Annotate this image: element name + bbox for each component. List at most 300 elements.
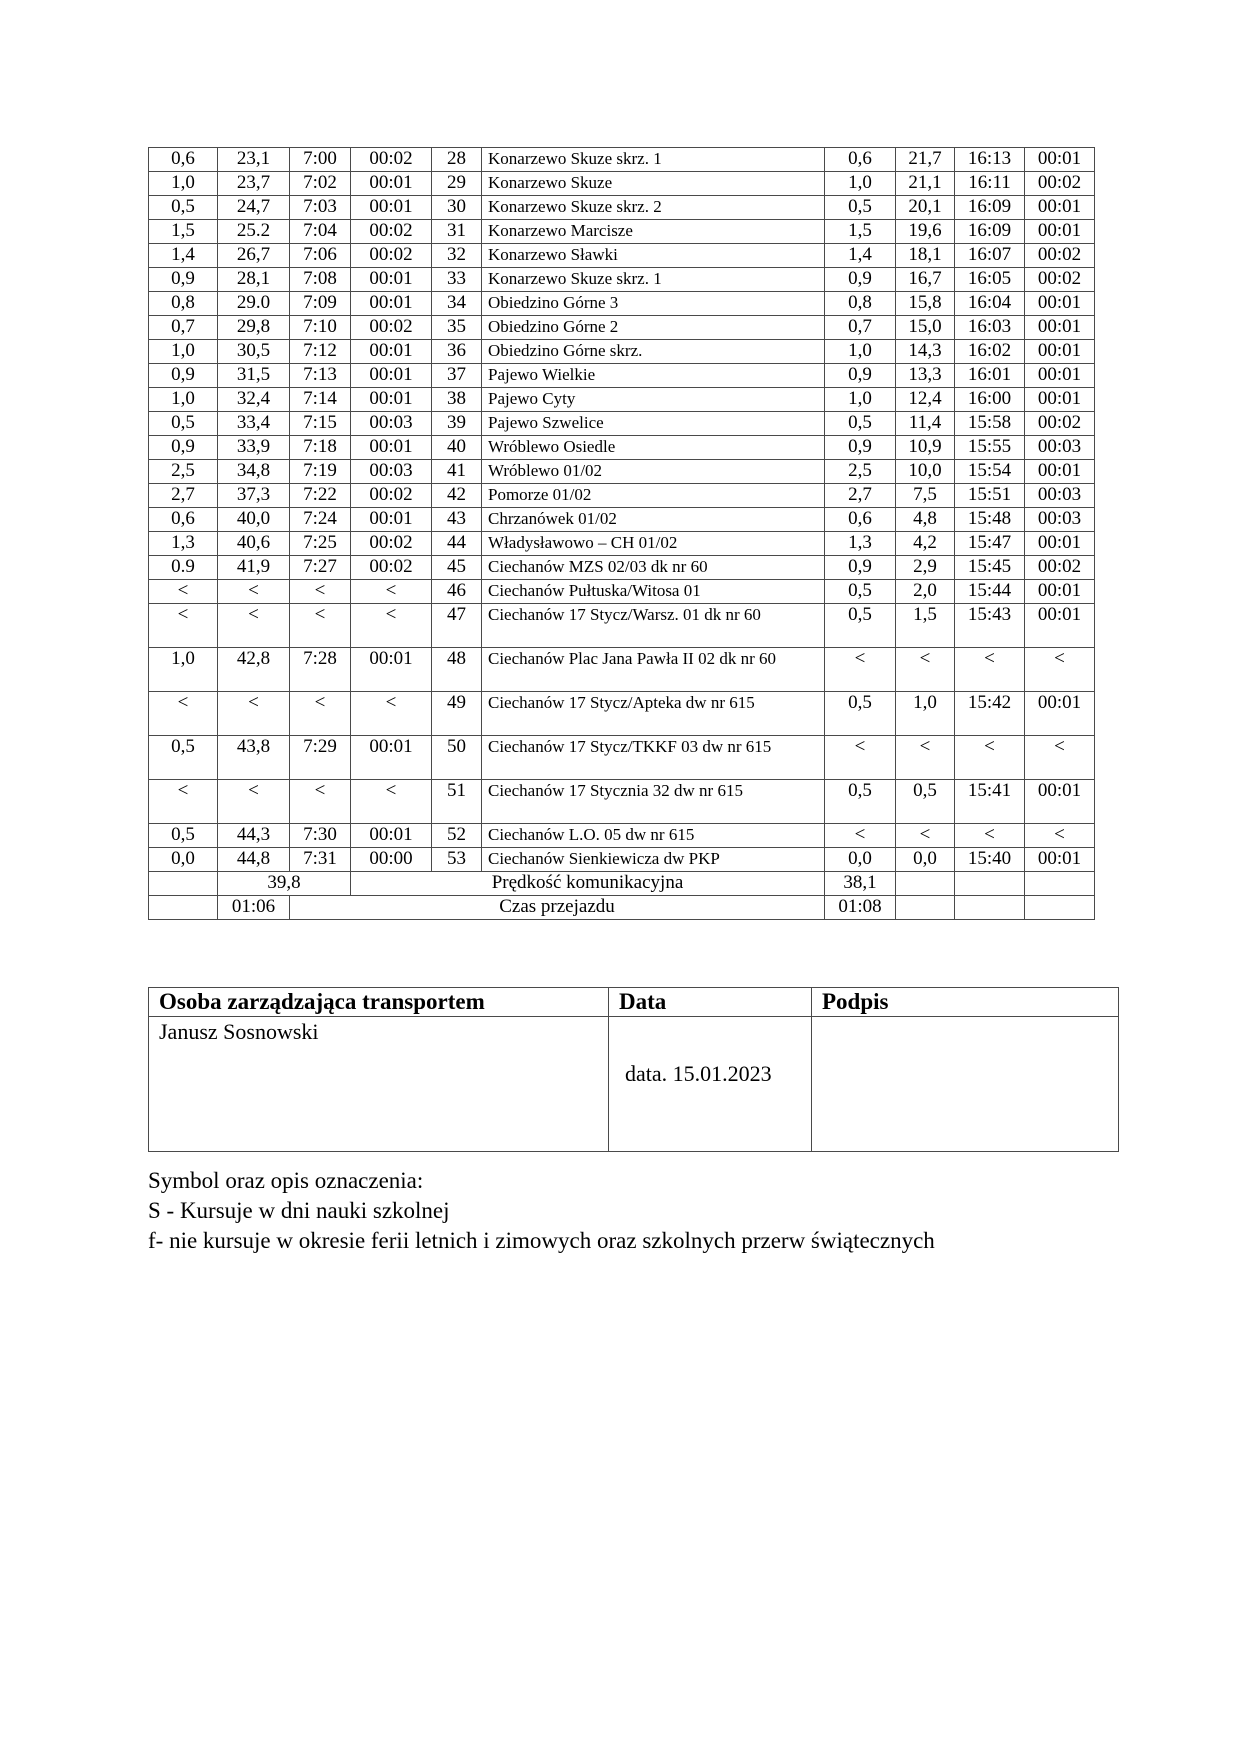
outbound-cumulative-cell: 23,7 (218, 172, 290, 196)
outbound-distance-cell: 0,6 (149, 148, 218, 172)
outbound-cumulative-cell: 43,8 (218, 736, 290, 780)
outbound-cumulative-cell: < (218, 692, 290, 736)
return-time-cell: 16:01 (955, 364, 1025, 388)
table-row (149, 244, 1095, 268)
return-stop-duration-cell: 00:01 (1025, 340, 1095, 364)
outbound-time-cell: < (290, 604, 351, 648)
outbound-time-cell: 7:03 (290, 196, 351, 220)
outbound-cumulative-cell: < (218, 780, 290, 824)
outbound-stop-duration-cell: < (351, 580, 432, 604)
outbound-time-cell: 7:19 (290, 460, 351, 484)
return-cumulative-cell: < (896, 648, 955, 692)
stop-number-cell: 35 (432, 316, 482, 340)
return-distance-cell: 1,4 (825, 244, 896, 268)
return-cumulative-cell: 16,7 (896, 268, 955, 292)
outbound-cumulative-cell: 37,3 (218, 484, 290, 508)
outbound-distance-cell: 2,5 (149, 460, 218, 484)
stop-number-cell: 50 (432, 736, 482, 780)
stop-number-cell: 31 (432, 220, 482, 244)
outbound-time-cell: 7:13 (290, 364, 351, 388)
return-time-cell: 15:55 (955, 436, 1025, 460)
outbound-stop-duration-cell: 00:03 (351, 460, 432, 484)
stop-number-cell: 39 (432, 412, 482, 436)
outbound-cumulative-cell: 25.2 (218, 220, 290, 244)
return-stop-duration-cell: 00:01 (1025, 692, 1095, 736)
return-stop-duration-cell: 00:02 (1025, 412, 1095, 436)
return-stop-duration-cell: 00:03 (1025, 508, 1095, 532)
return-time-cell: < (955, 736, 1025, 780)
outbound-distance-cell: 0,5 (149, 824, 218, 848)
return-stop-duration-cell: 00:01 (1025, 292, 1095, 316)
summary-speed-label: Prędkość komunikacyjna (351, 872, 825, 896)
outbound-stop-duration-cell: 00:01 (351, 172, 432, 196)
table-row (149, 580, 1095, 604)
summary-empty-cell (149, 896, 218, 920)
stop-name-cell: Konarzewo Skuze skrz. 2 (482, 196, 825, 220)
stop-number-cell: 48 (432, 648, 482, 692)
table-row (149, 736, 1095, 780)
return-stop-duration-cell: < (1025, 736, 1095, 780)
table-row (149, 364, 1095, 388)
table-row (149, 268, 1095, 292)
return-cumulative-cell: 20,1 (896, 196, 955, 220)
outbound-stop-duration-cell: 00:01 (351, 364, 432, 388)
outbound-cumulative-cell: 44,8 (218, 848, 290, 872)
return-cumulative-cell: 19,6 (896, 220, 955, 244)
summary-empty-cell (896, 896, 955, 920)
return-time-cell: 15:45 (955, 556, 1025, 580)
stop-name-cell: Ciechanów 17 Stycznia 32 dw nr 615 (482, 780, 825, 824)
return-distance-cell: 1,3 (825, 532, 896, 556)
signature-row (149, 1017, 1119, 1152)
return-cumulative-cell: 4,8 (896, 508, 955, 532)
return-cumulative-cell: 0,5 (896, 780, 955, 824)
outbound-distance-cell: 1,0 (149, 388, 218, 412)
manager-name: Janusz Sosnowski (149, 1017, 609, 1152)
stop-name-cell: Obiedzino Górne 2 (482, 316, 825, 340)
outbound-stop-duration-cell: 00:02 (351, 148, 432, 172)
return-cumulative-cell: 21,7 (896, 148, 955, 172)
summary-empty-cell (149, 872, 218, 896)
date-column-header: Data (609, 988, 812, 1017)
outbound-cumulative-cell: 40,6 (218, 532, 290, 556)
return-distance-cell: 1,0 (825, 172, 896, 196)
table-row (149, 848, 1095, 872)
summary-empty-cell (1025, 896, 1095, 920)
stop-number-cell: 46 (432, 580, 482, 604)
return-time-cell: 15:43 (955, 604, 1025, 648)
stop-name-cell: Ciechanów 17 Stycz/Warsz. 01 dk nr 60 (482, 604, 825, 648)
stop-name-cell: Pomorze 01/02 (482, 484, 825, 508)
table-row (149, 148, 1095, 172)
return-distance-cell: 0,9 (825, 268, 896, 292)
outbound-stop-duration-cell: 00:02 (351, 244, 432, 268)
legend-item: S - Kursuje w dni nauki szkolnej (148, 1198, 450, 1223)
outbound-distance-cell: 0,5 (149, 196, 218, 220)
return-time-cell: 15:44 (955, 580, 1025, 604)
summary-empty-cell (896, 872, 955, 896)
return-cumulative-cell: 14,3 (896, 340, 955, 364)
outbound-stop-duration-cell: < (351, 692, 432, 736)
outbound-cumulative-cell: 26,7 (218, 244, 290, 268)
return-stop-duration-cell: < (1025, 648, 1095, 692)
return-distance-cell: 1,0 (825, 388, 896, 412)
return-time-cell: 16:09 (955, 220, 1025, 244)
outbound-cumulative-cell: 41,9 (218, 556, 290, 580)
return-stop-duration-cell: 00:01 (1025, 196, 1095, 220)
outbound-cumulative-cell: 33,4 (218, 412, 290, 436)
outbound-stop-duration-cell: 00:01 (351, 388, 432, 412)
return-time-cell: 16:11 (955, 172, 1025, 196)
timetable-summary (149, 872, 1095, 920)
stop-number-cell: 47 (432, 604, 482, 648)
return-time-cell: 16:02 (955, 340, 1025, 364)
timetable-table (148, 147, 1095, 920)
return-time-cell: 16:05 (955, 268, 1025, 292)
stop-name-cell: Ciechanów MZS 02/03 dk nr 60 (482, 556, 825, 580)
outbound-stop-duration-cell: 00:02 (351, 316, 432, 340)
return-stop-duration-cell: 00:01 (1025, 780, 1095, 824)
return-time-cell: 15:58 (955, 412, 1025, 436)
return-distance-cell: 0,5 (825, 412, 896, 436)
outbound-cumulative-cell: 32,4 (218, 388, 290, 412)
summary-time-label: Czas przejazdu (290, 896, 825, 920)
manager-column-header: Osoba zarządzająca transportem (149, 988, 609, 1017)
stop-name-cell: Konarzewo Skuze (482, 172, 825, 196)
return-distance-cell: 0,5 (825, 604, 896, 648)
table-row (149, 532, 1095, 556)
outbound-time-cell: 7:24 (290, 508, 351, 532)
outbound-distance-cell: 0,5 (149, 736, 218, 780)
return-distance-cell: 0,6 (825, 148, 896, 172)
table-row (149, 388, 1095, 412)
return-distance-cell: 0,6 (825, 508, 896, 532)
stop-name-cell: Pajewo Szwelice (482, 412, 825, 436)
table-row (149, 340, 1095, 364)
return-distance-cell: 0,0 (825, 848, 896, 872)
outbound-distance-cell: 0,5 (149, 412, 218, 436)
return-time-cell: 15:40 (955, 848, 1025, 872)
table-row (149, 780, 1095, 824)
outbound-time-cell: 7:18 (290, 436, 351, 460)
legend-title: Symbol oraz opis oznaczenia: (148, 1168, 424, 1193)
outbound-cumulative-cell: < (218, 580, 290, 604)
legend-item: f- nie kursuje w okresie ferii letnich i zimowych oraz szkolnych przerw świątecznych (148, 1228, 935, 1253)
outbound-distance-cell: 0,8 (149, 292, 218, 316)
stop-number-cell: 28 (432, 148, 482, 172)
outbound-time-cell: 7:25 (290, 532, 351, 556)
outbound-time-cell: < (290, 780, 351, 824)
outbound-time-cell: 7:04 (290, 220, 351, 244)
return-cumulative-cell: 2,0 (896, 580, 955, 604)
outbound-time-cell: 7:12 (290, 340, 351, 364)
return-time-cell: 15:48 (955, 508, 1025, 532)
outbound-time-cell: 7:22 (290, 484, 351, 508)
stop-name-cell: Konarzewo Skuze skrz. 1 (482, 148, 825, 172)
outbound-time-cell: 7:08 (290, 268, 351, 292)
outbound-stop-duration-cell: 00:01 (351, 268, 432, 292)
return-stop-duration-cell: 00:01 (1025, 580, 1095, 604)
stop-name-cell: Ciechanów 17 Stycz/Apteka dw nr 615 (482, 692, 825, 736)
outbound-distance-cell: 1,5 (149, 220, 218, 244)
stop-number-cell: 36 (432, 340, 482, 364)
return-stop-duration-cell: 00:01 (1025, 220, 1095, 244)
stop-name-cell: Konarzewo Sławki (482, 244, 825, 268)
return-distance-cell: 0,9 (825, 364, 896, 388)
return-distance-cell: 0,5 (825, 692, 896, 736)
return-cumulative-cell: 10,0 (896, 460, 955, 484)
summary-speed-outbound: 39,8 (218, 872, 351, 896)
outbound-distance-cell: < (149, 780, 218, 824)
timetable-body (149, 148, 1095, 872)
outbound-cumulative-cell: < (218, 604, 290, 648)
outbound-distance-cell: 0,9 (149, 364, 218, 388)
return-distance-cell: 0,5 (825, 196, 896, 220)
return-stop-duration-cell: 00:03 (1025, 484, 1095, 508)
summary-empty-cell (1025, 872, 1095, 896)
outbound-distance-cell: 0,9 (149, 436, 218, 460)
return-distance-cell: 2,5 (825, 460, 896, 484)
table-row (149, 220, 1095, 244)
outbound-cumulative-cell: 44,3 (218, 824, 290, 848)
stop-name-cell: Konarzewo Skuze skrz. 1 (482, 268, 825, 292)
stop-number-cell: 32 (432, 244, 482, 268)
return-cumulative-cell: 21,1 (896, 172, 955, 196)
outbound-stop-duration-cell: 00:00 (351, 848, 432, 872)
outbound-time-cell: 7:15 (290, 412, 351, 436)
return-time-cell: 16:13 (955, 148, 1025, 172)
summary-empty-cell (955, 872, 1025, 896)
return-time-cell: 15:47 (955, 532, 1025, 556)
return-time-cell: < (955, 648, 1025, 692)
outbound-time-cell: 7:10 (290, 316, 351, 340)
table-row (149, 648, 1095, 692)
return-stop-duration-cell: 00:03 (1025, 436, 1095, 460)
outbound-time-cell: 7:14 (290, 388, 351, 412)
return-stop-duration-cell: 00:01 (1025, 148, 1095, 172)
signature-date: data. 15.01.2023 (609, 1017, 812, 1152)
summary-row-time (149, 896, 1095, 920)
table-row (149, 196, 1095, 220)
return-stop-duration-cell: 00:01 (1025, 848, 1095, 872)
outbound-stop-duration-cell: 00:01 (351, 508, 432, 532)
outbound-stop-duration-cell: 00:01 (351, 340, 432, 364)
return-stop-duration-cell: 00:02 (1025, 244, 1095, 268)
outbound-distance-cell: < (149, 692, 218, 736)
return-stop-duration-cell: 00:02 (1025, 172, 1095, 196)
stop-number-cell: 34 (432, 292, 482, 316)
outbound-distance-cell: 2,7 (149, 484, 218, 508)
stop-number-cell: 29 (432, 172, 482, 196)
outbound-cumulative-cell: 29,8 (218, 316, 290, 340)
table-row (149, 316, 1095, 340)
return-cumulative-cell: 12,4 (896, 388, 955, 412)
table-row (149, 556, 1095, 580)
signature-header-row (149, 988, 1119, 1017)
return-stop-duration-cell: 00:01 (1025, 388, 1095, 412)
return-stop-duration-cell: 00:01 (1025, 316, 1095, 340)
outbound-distance-cell: 0.9 (149, 556, 218, 580)
stop-name-cell: Ciechanów Plac Jana Pawła II 02 dk nr 60 (482, 648, 825, 692)
outbound-cumulative-cell: 28,1 (218, 268, 290, 292)
return-cumulative-cell: 15,8 (896, 292, 955, 316)
table-row (149, 824, 1095, 848)
stop-name-cell: Wróblewo Osiedle (482, 436, 825, 460)
table-row (149, 604, 1095, 648)
outbound-stop-duration-cell: 00:03 (351, 412, 432, 436)
stop-name-cell: Pajewo Wielkie (482, 364, 825, 388)
summary-row-speed (149, 872, 1095, 896)
outbound-cumulative-cell: 33,9 (218, 436, 290, 460)
outbound-time-cell: 7:09 (290, 292, 351, 316)
return-time-cell: 16:03 (955, 316, 1025, 340)
outbound-time-cell: 7:28 (290, 648, 351, 692)
outbound-distance-cell: < (149, 580, 218, 604)
return-time-cell: < (955, 824, 1025, 848)
return-time-cell: 15:54 (955, 460, 1025, 484)
return-distance-cell: < (825, 824, 896, 848)
outbound-stop-duration-cell: 00:01 (351, 824, 432, 848)
return-distance-cell: 0,9 (825, 436, 896, 460)
stop-number-cell: 40 (432, 436, 482, 460)
signature-column-header: Podpis (812, 988, 1119, 1017)
legend (148, 1166, 935, 1256)
return-stop-duration-cell: 00:02 (1025, 556, 1095, 580)
return-time-cell: 16:09 (955, 196, 1025, 220)
outbound-cumulative-cell: 23,1 (218, 148, 290, 172)
return-cumulative-cell: 7,5 (896, 484, 955, 508)
stop-number-cell: 52 (432, 824, 482, 848)
table-row (149, 460, 1095, 484)
return-distance-cell: 0,5 (825, 580, 896, 604)
table-row (149, 292, 1095, 316)
stop-name-cell: Chrzanówek 01/02 (482, 508, 825, 532)
summary-speed-return: 38,1 (825, 872, 896, 896)
stop-number-cell: 38 (432, 388, 482, 412)
table-row (149, 172, 1095, 196)
outbound-distance-cell: 1,0 (149, 172, 218, 196)
outbound-cumulative-cell: 40,0 (218, 508, 290, 532)
outbound-cumulative-cell: 42,8 (218, 648, 290, 692)
outbound-time-cell: 7:06 (290, 244, 351, 268)
return-distance-cell: 1,5 (825, 220, 896, 244)
outbound-stop-duration-cell: 00:01 (351, 436, 432, 460)
return-time-cell: 16:04 (955, 292, 1025, 316)
signature-field (812, 1017, 1119, 1152)
stop-name-cell: Ciechanów L.O. 05 dw nr 615 (482, 824, 825, 848)
outbound-cumulative-cell: 29.0 (218, 292, 290, 316)
return-distance-cell: 0,8 (825, 292, 896, 316)
summary-time-return: 01:08 (825, 896, 896, 920)
stop-number-cell: 43 (432, 508, 482, 532)
outbound-distance-cell: 1,0 (149, 648, 218, 692)
return-distance-cell: 0,9 (825, 556, 896, 580)
outbound-distance-cell: 1,0 (149, 340, 218, 364)
outbound-stop-duration-cell: 00:02 (351, 532, 432, 556)
outbound-stop-duration-cell: 00:02 (351, 484, 432, 508)
return-cumulative-cell: 1,0 (896, 692, 955, 736)
return-time-cell: 15:41 (955, 780, 1025, 824)
outbound-stop-duration-cell: 00:01 (351, 648, 432, 692)
outbound-stop-duration-cell: < (351, 780, 432, 824)
outbound-distance-cell: < (149, 604, 218, 648)
stop-name-cell: Obiedzino Górne 3 (482, 292, 825, 316)
return-time-cell: 16:07 (955, 244, 1025, 268)
return-distance-cell: < (825, 648, 896, 692)
return-cumulative-cell: 11,4 (896, 412, 955, 436)
return-stop-duration-cell: 00:01 (1025, 604, 1095, 648)
table-row (149, 508, 1095, 532)
outbound-time-cell: < (290, 692, 351, 736)
stop-number-cell: 53 (432, 848, 482, 872)
outbound-time-cell: 7:27 (290, 556, 351, 580)
return-distance-cell: 1,0 (825, 340, 896, 364)
outbound-stop-duration-cell: 00:01 (351, 292, 432, 316)
return-stop-duration-cell: 00:02 (1025, 268, 1095, 292)
outbound-distance-cell: 0,0 (149, 848, 218, 872)
return-cumulative-cell: 15,0 (896, 316, 955, 340)
return-time-cell: 15:42 (955, 692, 1025, 736)
return-distance-cell: 2,7 (825, 484, 896, 508)
outbound-cumulative-cell: 34,8 (218, 460, 290, 484)
outbound-stop-duration-cell: 00:02 (351, 220, 432, 244)
stop-number-cell: 37 (432, 364, 482, 388)
return-cumulative-cell: 10,9 (896, 436, 955, 460)
stop-number-cell: 44 (432, 532, 482, 556)
stop-name-cell: Ciechanów 17 Stycz/TKKF 03 dw nr 615 (482, 736, 825, 780)
return-stop-duration-cell: 00:01 (1025, 460, 1095, 484)
return-distance-cell: < (825, 736, 896, 780)
return-cumulative-cell: < (896, 736, 955, 780)
table-row (149, 436, 1095, 460)
table-row (149, 692, 1095, 736)
return-distance-cell: 0,7 (825, 316, 896, 340)
outbound-cumulative-cell: 31,5 (218, 364, 290, 388)
return-distance-cell: 0,5 (825, 780, 896, 824)
return-cumulative-cell: 0,0 (896, 848, 955, 872)
outbound-distance-cell: 0,9 (149, 268, 218, 292)
stop-name-cell: Władysławowo – CH 01/02 (482, 532, 825, 556)
stop-number-cell: 33 (432, 268, 482, 292)
outbound-time-cell: 7:29 (290, 736, 351, 780)
return-stop-duration-cell: 00:01 (1025, 532, 1095, 556)
stop-number-cell: 42 (432, 484, 482, 508)
return-time-cell: 15:51 (955, 484, 1025, 508)
outbound-distance-cell: 1,3 (149, 532, 218, 556)
outbound-time-cell: 7:02 (290, 172, 351, 196)
outbound-time-cell: < (290, 580, 351, 604)
return-cumulative-cell: 2,9 (896, 556, 955, 580)
stop-number-cell: 45 (432, 556, 482, 580)
table-row (149, 484, 1095, 508)
stop-number-cell: 51 (432, 780, 482, 824)
outbound-stop-duration-cell: < (351, 604, 432, 648)
return-stop-duration-cell: 00:01 (1025, 364, 1095, 388)
stop-name-cell: Ciechanów Pułtuska/Witosa 01 (482, 580, 825, 604)
stop-name-cell: Pajewo Cyty (482, 388, 825, 412)
outbound-cumulative-cell: 30,5 (218, 340, 290, 364)
outbound-distance-cell: 0,6 (149, 508, 218, 532)
outbound-distance-cell: 1,4 (149, 244, 218, 268)
return-cumulative-cell: 1,5 (896, 604, 955, 648)
stop-name-cell: Wróblewo 01/02 (482, 460, 825, 484)
table-row (149, 412, 1095, 436)
outbound-stop-duration-cell: 00:01 (351, 736, 432, 780)
outbound-distance-cell: 0,7 (149, 316, 218, 340)
stop-name-cell: Obiedzino Górne skrz. (482, 340, 825, 364)
summary-empty-cell (955, 896, 1025, 920)
signature-table (148, 987, 1119, 1152)
